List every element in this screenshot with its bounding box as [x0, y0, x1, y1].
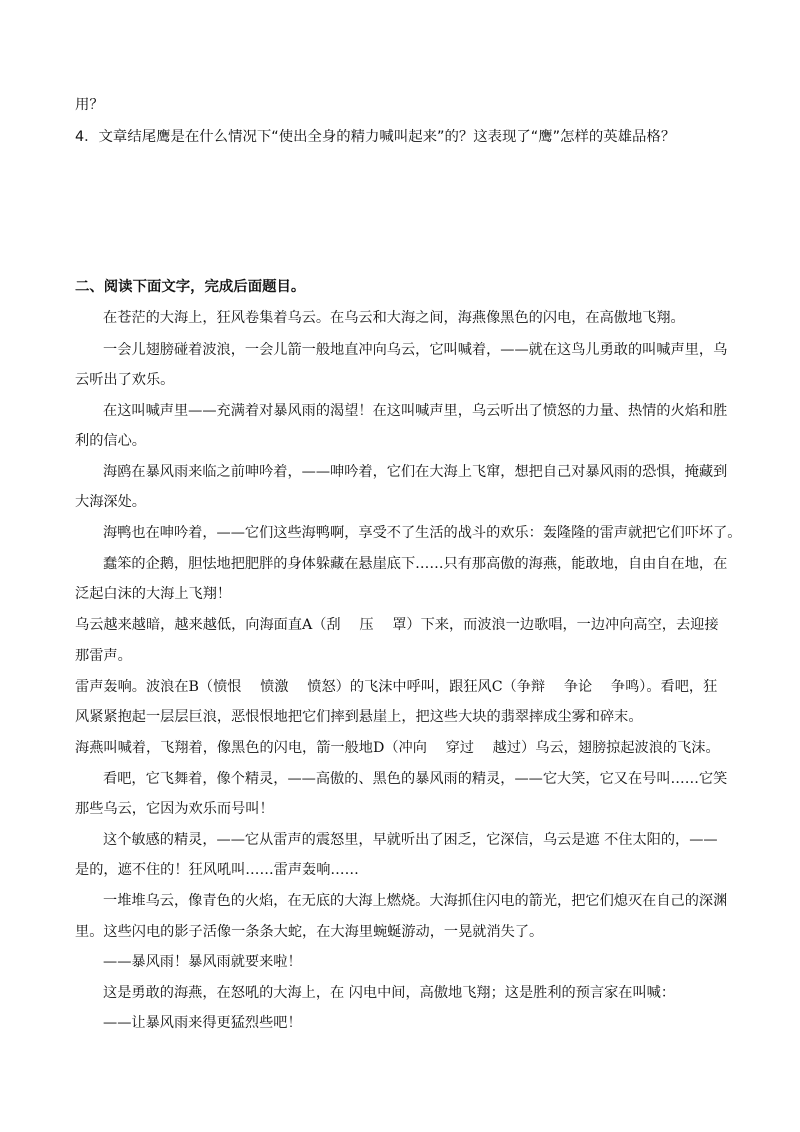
- passage-line: 里。这些闪电的影子活像一条条大蛇，在大海里蜿蜒游动，一晃就消失了。: [75, 924, 544, 940]
- passage-line: 那雷声。: [75, 648, 132, 664]
- passage-line: 这是勇敢的海燕，在怒吼的大海上，在 闪电中间，高傲地飞翔；这是胜利的预言家在叫喊：: [103, 985, 676, 1001]
- section-2-heading: 二、阅读下面文字，完成后面题目。: [75, 279, 306, 295]
- passage-line: 一堆堆乌云，像青色的火焰，在无底的大海上燃烧。大海抓住闪电的箭光，把它们熄灭在自己的深渊: [103, 893, 728, 909]
- passage-line: 在苍茫的大海上，狂风卷集着乌云。在乌云和大海之间，海燕像黑色的闪电，在高傲地飞翔。: [103, 310, 685, 326]
- question-3-tail: 用？: [75, 97, 104, 113]
- passage-line: 在这叫喊声里——充满着对暴风雨的渴望！在这叫喊声里，乌云听出了愤怒的力量、热情的火焰和胜: [103, 403, 728, 419]
- passage-line: ——暴风雨！暴风雨就要来啦！: [103, 954, 302, 970]
- passage-line: 看吧，它飞舞着，像个精灵，——高傲的、黑色的暴风雨的精灵，——它大笑，它又在号叫……它笑: [103, 771, 728, 787]
- passage-line: 蠢笨的企鹅，胆怯地把肥胖的身体躲藏在悬崖底下……只有那高傲的海燕，能敢地，自由自在地，在: [103, 556, 728, 572]
- passage-line: 海燕叫喊着，飞翔着，像黑色的闪电，箭一般地D（冲向 穿过 越过）乌云，翅膀掠起波浪的飞沫。: [75, 740, 720, 756]
- passage-line: 风紧紧抱起一层层巨浪，恶恨恨地把它们摔到悬崖上，把这些大块的翡翠摔成尘雾和碎末。: [75, 709, 643, 725]
- passage-line: 一会儿翅膀碰着波浪，一会儿箭一般地直冲向乌云，它叫喊着，——就在这鸟儿勇敢的叫喊声里，乌: [103, 342, 728, 358]
- passage-line: 大海深处。: [75, 494, 146, 510]
- passage-line: 海鸭也在呻吟着，——它们这些海鸭啊，享受不了生活的战斗的欢乐：轰隆隆的雷声就把它们吓坏了。: [103, 525, 742, 541]
- passage-line: 泛起白沫的大海上飞翔！: [75, 586, 232, 602]
- passage-line: 利的信心。: [75, 433, 146, 449]
- passage-line: 这个敏感的精灵，——它从雷声的震怒里，早就听出了困乏，它深信，乌云是遮 不住太阳的，——: [103, 832, 718, 848]
- passage-line: 雷声轰响。波浪在B（愤恨 愤激 愤怒）的飞沫中呼叫，跟狂风C（争辩 争论 争鸣）。看吧，狂: [75, 679, 718, 695]
- passage-line: 乌云越来越暗，越来越低，向海面直A（刮 压 罩）下来，而波浪一边歌唱，一边冲向高空，去迎接: [75, 617, 719, 633]
- passage-line: 是的，遮不住的！狂风吼叫……雷声轰响……: [75, 862, 359, 878]
- question-4: 4．文章结尾鹰是在什么情况下“使出全身的精力喊叫起来”的？这表现了“鹰”怎样的英雄品格？: [75, 129, 676, 145]
- passage-line: 海鸥在暴风雨来临之前呻吟着，——呻吟着，它们在大海上飞窜，想把自己对暴风雨的恐惧，掩藏到: [103, 464, 728, 480]
- passage-line: ——让暴风雨来得更猛烈些吧！: [103, 1015, 302, 1031]
- passage-line: 那些乌云，它因为欢乐而号叫！: [75, 801, 274, 817]
- passage-line: 云听出了欢乐。: [75, 372, 175, 388]
